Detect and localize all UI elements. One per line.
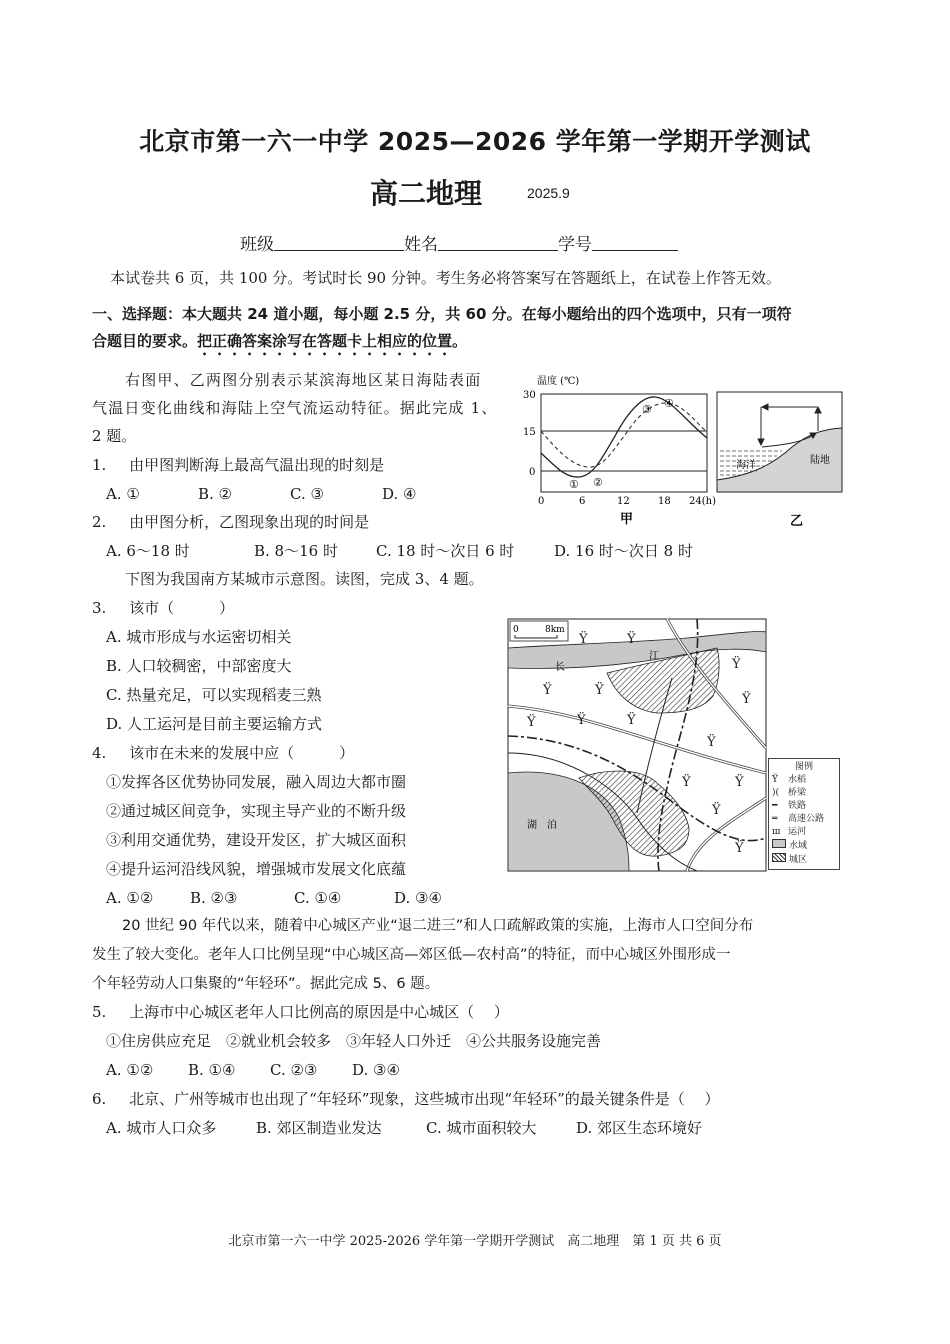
option-d[interactable]: D. 郊区生态环境好: [576, 1119, 703, 1137]
option-a[interactable]: A. 城市人口众多: [106, 1119, 217, 1137]
legend-title: 图例: [794, 762, 813, 772]
legend-rice: Ϋ 水稻: [772, 775, 807, 785]
svg-text:Ϋ: Ϋ: [595, 683, 604, 698]
rice-icon: Ϋ: [772, 775, 778, 785]
question-stem: 该市（ ）: [129, 599, 235, 617]
scale-end: 8km: [545, 625, 565, 635]
option-c[interactable]: C. 18 时～次日 6 时: [376, 542, 515, 560]
question-4-item-3: ③利用交通优势，建设开发区，扩大城区面积: [106, 831, 407, 849]
question-stem: 由甲图判断海上最高气温出现的时刻是: [129, 456, 385, 474]
name-field[interactable]: [438, 230, 558, 251]
legend-water: 水域: [772, 839, 836, 853]
question-4: [92, 739, 354, 768]
question-3-option-a[interactable]: A. 城市形成与水运密切相关: [106, 628, 292, 646]
group3-intro-line1: 20 世纪 90 年代以来，随着中心城区产业“退二进三”和人口疏解政策的实施，上海市人口空间分布: [122, 918, 754, 934]
student-id-field[interactable]: [592, 230, 678, 251]
svg-text:Ϋ: Ϋ: [712, 803, 721, 818]
legend-railway: ━ 铁路: [772, 801, 807, 811]
option-b[interactable]: B. 8～16 时: [254, 542, 338, 560]
question-stem: 由甲图分析，乙图现象出现的时间是: [129, 513, 370, 531]
marker-1: ①: [569, 478, 579, 491]
option-c[interactable]: C. ③: [290, 485, 324, 503]
section-heading-line2: [92, 327, 467, 359]
question-1: [92, 451, 384, 480]
legend-highway: ═ 高速公路: [772, 814, 825, 824]
land-label: 陆地: [810, 455, 830, 466]
question-number: 3.: [92, 599, 107, 617]
question-number: 1.: [92, 456, 107, 474]
x-tick: 18: [658, 496, 671, 507]
svg-text:Ϋ: Ϋ: [707, 735, 716, 750]
sea-temp-curve: [541, 403, 707, 467]
class-field[interactable]: [274, 230, 404, 251]
group1-intro-line1: 右图甲、乙两图分别表示某滨海地区某日海陆表面: [125, 371, 482, 389]
option-c[interactable]: C. ①④: [294, 889, 342, 907]
subject-title: 高二地理: [370, 177, 483, 210]
x-tick: 6: [579, 496, 586, 507]
question-6: [92, 1085, 720, 1114]
y-tick: 0: [529, 467, 536, 478]
svg-text:Ϋ: Ϋ: [735, 775, 744, 790]
urban-icon: [772, 853, 786, 862]
question-6-options: [106, 1114, 702, 1143]
svg-text:Ϋ: Ϋ: [627, 713, 636, 728]
question-stem: 北京、广州等城市也出现了“年轻环”现象，这些城市出现“年轻环”的最关键条件是（ ）: [129, 1090, 720, 1108]
lake-label: 湖 泊: [527, 820, 557, 831]
question-4-item-2: ②通过城区间竞争，实现主导产业的不断升级: [106, 802, 407, 820]
option-d[interactable]: D. ④: [382, 485, 417, 503]
heading-text: 合题目的要求。: [92, 332, 198, 350]
svg-text:Ϋ: Ϋ: [527, 715, 536, 730]
exam-date: 2025.9: [527, 185, 570, 201]
canal-icon: ш: [772, 827, 781, 837]
question-5-options: [106, 1056, 400, 1085]
question-4-options: [106, 884, 442, 913]
svg-text:Ϋ: Ϋ: [579, 632, 588, 647]
legend-bridge: )( 桥梁: [772, 788, 807, 798]
student-id-label: 学号: [558, 235, 592, 255]
class-label: 班级: [240, 235, 274, 255]
page-footer: 北京市第一六一中学 2025-2026 学年第一学期开学测试 高二地理 第 1 页 共 6 页: [228, 1234, 722, 1249]
sea-label: 海洋: [736, 460, 756, 471]
marker-2: ②: [593, 476, 603, 489]
option-b[interactable]: B. ①④: [188, 1061, 236, 1079]
section-heading-line1: 一、选择题：本大题共 24 道小题，每小题 2.5 分，共 60 分。在每小题给出的四个选项中，只有一项符: [92, 305, 792, 323]
option-d[interactable]: D. ③④: [394, 889, 442, 907]
option-c[interactable]: C. 城市面积较大: [426, 1119, 537, 1137]
svg-text:Ϋ: Ϋ: [735, 841, 744, 856]
student-info-line: [240, 230, 678, 255]
heading-emphasis: 把正确答案涂写在答题卡上相应的位置: [197, 332, 453, 350]
question-3-option-d[interactable]: D. 人工运河是目前主要运输方式: [106, 715, 323, 733]
instructions: 本试卷共 6 页，共 100 分。考试时长 90 分钟。考生务必将答案写在答题纸上，在试卷上作答无效。: [110, 269, 781, 287]
figure-caption: 甲: [620, 512, 634, 527]
question-5-items: ①住房供应充足 ②就业机会较多 ③年轻人口外迁 ④公共服务设施完善: [106, 1032, 602, 1050]
question-number: 6.: [92, 1090, 107, 1108]
question-1-options: [106, 480, 416, 509]
question-3-option-c[interactable]: C. 热量充足，可以实现稻麦三熟: [106, 686, 322, 704]
group3-intro-line3: 个年轻劳动人口集聚的“年轻环”。据此完成 5、6 题。: [92, 976, 440, 992]
option-b[interactable]: B. 郊区制造业发达: [256, 1119, 382, 1137]
y-tick: 30: [523, 390, 536, 401]
water-icon: [772, 839, 786, 848]
group3-intro-line2: 发生了较大变化。老年人口比例呈现“中心城区高—郊区低—农村高”的特征，而中心城区外围形成一: [92, 947, 731, 963]
svg-text:Ϋ: Ϋ: [627, 632, 636, 647]
option-a[interactable]: A. ①②: [106, 1061, 154, 1079]
legend-urban: 城区: [772, 853, 836, 867]
svg-text:Ϋ: Ϋ: [732, 657, 741, 672]
marker-3: ③: [642, 403, 652, 416]
bridge-icon: )(: [772, 788, 780, 798]
city-map: [507, 618, 767, 873]
option-a[interactable]: A. ①: [106, 485, 140, 503]
river-label: 江: [649, 651, 659, 662]
question-number: 4.: [92, 744, 107, 762]
group2-intro: 下图为我国南方某城市示意图。读图，完成 3、4 题。: [125, 570, 484, 588]
figure-yi: [712, 385, 862, 530]
question-3: [92, 594, 234, 623]
figure-caption: 乙: [790, 514, 804, 529]
group1-intro-line3: 2 题。: [92, 427, 137, 445]
question-4-item-1: ①发挥各区优势协同发展，融入周边大都市圈: [106, 773, 407, 791]
river-label: 长: [555, 662, 565, 673]
question-5: [92, 998, 509, 1027]
heading-end: 。: [452, 332, 468, 350]
svg-text:Ϋ: Ϋ: [682, 775, 691, 790]
x-tick: 24(h): [689, 496, 716, 507]
marker-4: ④: [664, 397, 674, 410]
y-axis-label: 温度 (℃): [537, 376, 580, 387]
question-stem: 该市在未来的发展中应（ ）: [129, 744, 355, 762]
question-2-options: [106, 537, 693, 566]
exam-title: 北京市第一六一中学 2025—2026 学年第一学期开学测试: [139, 127, 811, 156]
name-label: 姓名: [404, 235, 438, 255]
question-stem: 上海市中心城区老年人口比例高的原因是中心城区（ ）: [129, 1003, 509, 1021]
railway-icon: ━: [772, 801, 778, 811]
svg-text:Ϋ: Ϋ: [577, 713, 586, 728]
option-d[interactable]: D. ③④: [352, 1061, 400, 1079]
figure-jia: [505, 370, 720, 530]
scale-start: 0: [513, 625, 519, 635]
question-number: 5.: [92, 1003, 107, 1021]
option-a[interactable]: A. ①②: [106, 889, 154, 907]
highway-icon: ═: [772, 814, 778, 824]
option-b[interactable]: B. ②③: [190, 889, 238, 907]
x-tick: 0: [538, 496, 545, 507]
question-2: [92, 508, 369, 537]
map-legend: [768, 758, 840, 870]
question-3-option-b[interactable]: B. 人口较稠密，中部密度大: [106, 657, 292, 675]
svg-text:Ϋ: Ϋ: [742, 692, 751, 707]
option-b[interactable]: B. ②: [198, 485, 233, 503]
option-d[interactable]: D. 16 时～次日 8 时: [554, 542, 693, 560]
question-number: 2.: [92, 513, 107, 531]
question-4-item-4: ④提升运河沿线风貌，增强城市发展文化底蕴: [106, 860, 407, 878]
option-c[interactable]: C. ②③: [270, 1061, 318, 1079]
y-tick: 15: [523, 427, 536, 438]
group1-intro-line2: 气温日变化曲线和海陆上空气流运动特征。据此完成 1、: [92, 399, 498, 417]
x-tick: 12: [617, 496, 630, 507]
legend-canal: ш 运河: [772, 827, 807, 837]
option-a[interactable]: A. 6～18 时: [106, 542, 190, 560]
svg-text:Ϋ: Ϋ: [543, 683, 552, 698]
